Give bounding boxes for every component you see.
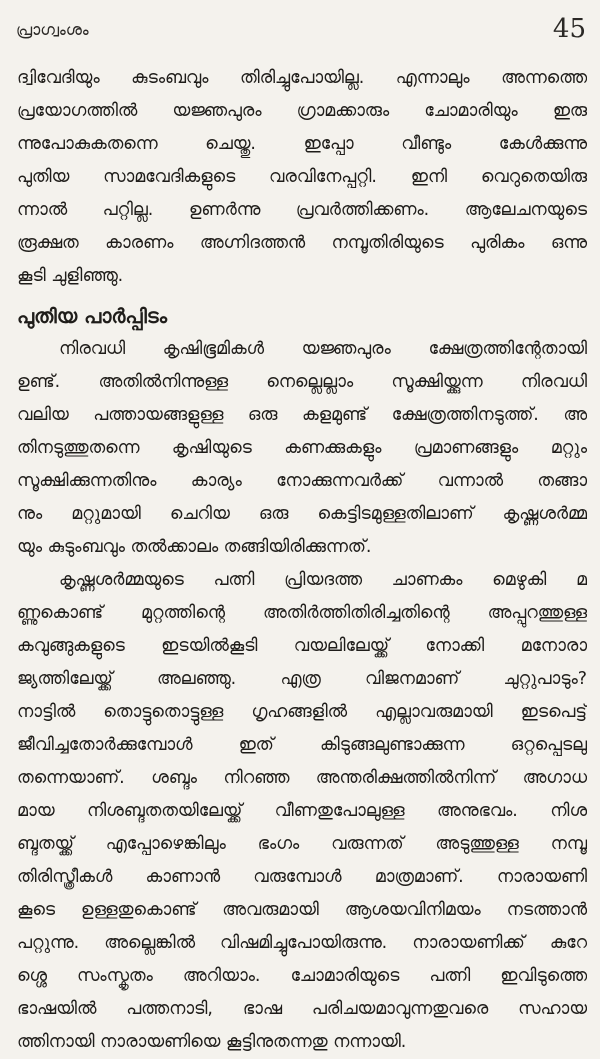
text-line: ശ്ശെ സംസ്കൃതം അറിയാം. ചോമാരിയുടെ പത്നി ഇവിടുത്തെ [17,966,587,986]
text-line: കവുങ്ങുകളുടെ ഇടയിൽകൂടി വയലിലേയ്ക്ക് നോക്കി മനോരാ [17,636,587,656]
running-header-title: പ്രാഗ്വംശം [16,20,89,39]
page-number: 45 [552,14,586,44]
section-heading: പുതിയ പാർപ്പിടം [17,304,167,328]
text-line: പ്രയോഗത്തിൽ യജ്ഞപുരം ഗ്രാമക്കാരും ചോമാരിയും ഇരു [17,101,587,121]
text-line: സൂക്ഷിക്കുന്നതിനും കാര്യം നോക്കുന്നവർക്ക് വന്നാൽ തങ്ങാ [17,471,587,491]
text-line: മായ നിശബ്ദതതയിലേയ്ക്ക് വീണതുപോലുള്ള അനുഭവം. നിശ [17,801,587,821]
text-line: പറ്റുന്നു. അല്ലെങ്കിൽ വിഷമിച്ചുപോയിരുന്നു. നാരായണിക്ക് കുറേ [17,933,587,953]
text-line: ഉണ്ട്. അതിൽനിന്നുള്ള നെല്ലെല്ലാം സൂക്ഷിയ്ക്കുന്ന നിരവധി [17,372,587,392]
text-line: ന്നാൽ പറ്റില്ല. ഉണർന്നു പ്രവർത്തിക്കണം. ആലേചനയുടെ [17,200,587,220]
text-line: ത്തിനായി നാരായണിയെ കൂട്ടിനുതന്നതു നന്നായി. [17,1032,407,1052]
text-line: നാട്ടിൽ തൊട്ടുതൊട്ടുള്ള ഗൃഹങ്ങളിൽ എല്ലാവരുമായി ഇടപെട്ട് [17,702,587,722]
text-line: തിരിസ്ത്രീകൾ കാണാൻ വരുമ്പോൾ മാത്രമാണ്. നാരായണി [17,867,587,887]
text-line: കൂടി ചുളിഞ്ഞു. [17,266,124,286]
text-line: ജീവിച്ചതോർക്കുമ്പോൾ ഇത് കിടുങ്ങലുണ്ടാക്കുന്ന ഒറ്റപ്പെടലു [17,735,587,755]
text-line: രൂക്ഷത കാരണം അഗ്നിദത്തൻ നമ്പൂതിരിയുടെ പുരികം ഒന്നു [17,233,587,253]
text-line: ന്നുപോകുകതന്നെ ചെയ്തു. ഇപ്പോ വീണ്ടും കേൾക്കുന്നു [17,134,587,154]
text-line: യും കുടുംബവും തൽക്കാലം തങ്ങിയിരിക്കുന്നത്. [17,537,372,557]
text-line: ബ്ദതയ്ക്ക് എപ്പോഴെങ്കിലും ഭംഗം വരുന്നത് അടുത്തുള്ള നമ്പൂ [17,834,587,854]
text-line: വലിയ പത്തായങ്ങളുള്ള ഒരു കളമുണ്ട് ക്ഷേത്രത്തിനടുത്ത്. അ [17,405,587,425]
text-line: പുതിയ സാമവേദികളുടെ വരവിനേപ്പറ്റി. ഇനി വെറുതെയിരു [17,167,587,187]
paragraph [17,62,587,293]
text-line: ണ്ണുകൊണ്ട് മുറ്റത്തിന്റെ അതിർത്തിതിരിച്ചതിന്റെ അപ്പുറത്തുള്ള [17,603,587,623]
text-line: ജ്യത്തിലേയ്ക്ക് അലഞ്ഞു. എത്ര വിജനമാണ് ചുറ്റുപാടും? [17,669,587,689]
paragraph [17,333,587,564]
paragraph [17,564,587,1059]
text-line: നും മറ്റുമായി ചെറിയ ഒരു കെട്ടിടമുള്ളതിലാണ് കൃഷ്ണശർമ്മ [17,504,587,524]
text-line: നിരവധി കൃഷിഭൂമികൾ യജ്ഞപുരം ക്ഷേത്രത്തിന്റേതായി [59,339,587,359]
text-line: ദ്വിവേദിയും കുടംബവും തിരിച്ചുപോയില്ല. എന്നാലും അന്നത്തെ [17,68,587,88]
text-line: ഭാഷയിൽ പത്തനാടി, ഭാഷ പരിചയമാവുന്നതുവരെ സഹായ [17,999,587,1019]
text-line: കൂടെ ഉള്ളതുകൊണ്ട് അവരുമായി ആശയവിനിമയം നടത്താൻ [17,900,587,920]
text-line: തിനടുത്തുതന്നെ കൃഷിയുടെ കണക്കുകളും പ്രമാണങ്ങളും മറ്റും [17,438,587,458]
text-line: കൃഷ്ണശർമ്മയുടെ പത്നി പ്രിയദത്ത ചാണകം മെഴുകി മ [59,570,587,590]
body-text [17,62,587,1059]
text-line: തന്നെയാണ്. ശബ്ദം നിറഞ്ഞ അന്തരിക്ഷത്തിൽനിന്ന് അഗാധ [17,768,587,788]
